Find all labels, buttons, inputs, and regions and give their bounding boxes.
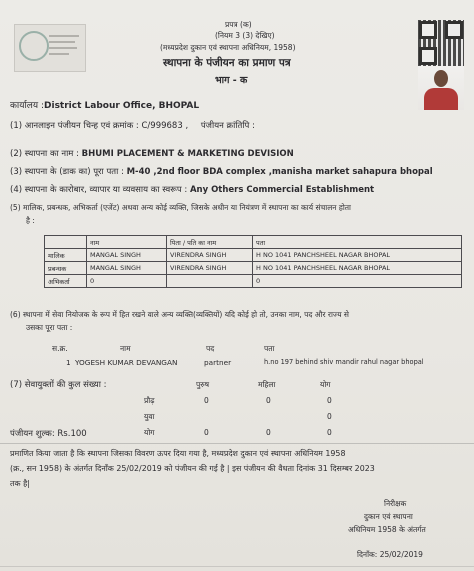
owners-role-cell: अभिकर्ता <box>45 275 87 288</box>
owners-address-cell: 0 <box>253 275 462 288</box>
registration-value: C/999683 <box>141 121 183 131</box>
owners-table-header <box>45 236 462 249</box>
section-owner-description-cont: है : <box>26 216 35 225</box>
employees-row-total: 0 <box>327 428 332 437</box>
certification-line-3: तक है| <box>10 479 30 488</box>
fee-label: पंजीयन शुल्क: <box>10 429 55 439</box>
employees-row-label: प्रौढ़ <box>144 396 155 405</box>
employees-row-label: योग <box>144 428 155 437</box>
persons-col-sno: स.क्र. <box>52 344 68 353</box>
act-reference: (मध्यप्रदेश दुकान एवं स्थापना अधिनियम, 1958) <box>160 43 296 52</box>
section-postal-address <box>10 166 433 177</box>
office-value: District Labour Office, BHOPAL <box>44 101 200 111</box>
section-establishment-name <box>10 148 294 159</box>
employees-col-total: योग <box>320 380 331 389</box>
signatory-dept: दुकान एवं स्थापना <box>364 512 413 521</box>
signature-date <box>357 550 423 560</box>
employees-col-female: महिला <box>258 380 276 389</box>
rule-reference: (नियम 3 (3) देखिए) <box>215 31 275 40</box>
establishment-name-value: BHUMI PLACEMENT & MARKETING DEVISION <box>81 149 294 159</box>
employees-row-male: 0 <box>204 428 209 437</box>
form-number: प्रपत्र (क) <box>225 20 252 29</box>
establishment-name-label: (2) स्थापना का नाम : <box>10 149 79 159</box>
employees-col-male: पुरुष <box>196 380 210 389</box>
section-registration-number <box>10 120 255 131</box>
signatory-act: अधिनियम 1958 के अंतर्गत <box>348 525 426 534</box>
section-owner-description: (5) मालिक, प्रबन्धक, अभिकर्ता (एजेंट) अथवा अन्य कोई व्यक्ति, जिसके अधीन या नियंत्रण में स्थापना का कार्य संचालन होता <box>10 203 352 212</box>
owners-name-cell: 0 <box>87 275 167 288</box>
persons-col-post: पद <box>206 344 215 353</box>
section-business-nature <box>10 184 374 195</box>
registration-status-label: पंजीयन क्रांतिपि : <box>200 121 255 131</box>
part-label: भाग - क <box>215 75 248 86</box>
signature-date-value: 25/02/2019 <box>379 550 423 559</box>
owners-address-cell: H NO 1041 PANCHSHEEL NAGAR BHOPAL <box>253 249 462 262</box>
signature-date-label: दिनाँक: <box>357 550 378 559</box>
table-row <box>45 262 462 275</box>
section-other-persons: (6) स्थापना में सेवा नियोजक के रूप में हित रखने वाले अन्य व्यक्ति(व्यक्तियों) यदि कोई हो तो, उनका नाम, पद और राज्य से <box>10 310 350 319</box>
bottom-divider <box>0 566 474 567</box>
persons-col-name: नाम <box>120 344 131 353</box>
persons-row-sno: 1 <box>66 358 71 367</box>
table-row <box>45 249 462 262</box>
owners-table <box>44 235 462 288</box>
divider <box>0 443 474 444</box>
owners-header-cell <box>45 236 87 249</box>
owners-name-cell: MANGAL SINGH <box>87 249 167 262</box>
persons-row-post: partner <box>204 358 232 367</box>
owners-father-cell: VIRENDRA SINGH <box>167 262 253 275</box>
owners-address-cell: H NO 1041 PANCHSHEEL NAGAR BHOPAL <box>253 262 462 275</box>
owners-header-cell: नाम <box>87 236 167 249</box>
section-other-persons-cont: उसका पूरा पता : <box>26 323 73 332</box>
signatory-title: निरीक्षक <box>384 499 407 508</box>
postal-address-label: (3) स्थापना के (डाक का) पूरा पता : <box>10 167 124 177</box>
registration-fee <box>10 428 87 439</box>
owners-father-cell: VIRENDRA SINGH <box>167 249 253 262</box>
employees-row-male: 0 <box>204 396 209 405</box>
fee-value: Rs.100 <box>57 429 87 439</box>
certification-line-1: प्रमाणित किया जाता है कि स्थापना जिसका विवरण ऊपर दिया गया है, मध्यप्रदेश दुकान एवं स्थापना अधिनियम 1958 <box>10 449 346 458</box>
employees-row-label: युवा <box>144 412 155 421</box>
employees-row-female: 0 <box>266 428 271 437</box>
owners-name-cell: MANGAL SINGH <box>87 262 167 275</box>
owner-photo <box>418 66 464 110</box>
registration-label: (1) आनलाइन पंजीयन चिन्ह एवं क्रमांक : <box>10 121 139 131</box>
section-employee-count: (7) सेवायुक्तों की कुल संख्या : <box>10 380 107 390</box>
office-row <box>10 98 199 111</box>
employees-row-total: 0 <box>327 412 332 421</box>
certification-line-2: (क्र., सन 1958) के अंतर्गत दिनाँक 25/02/2019 को पंजीयन की गई है | इस पंजीयन की वैधता दिनांक 31 दिसम्बर 2023 <box>10 464 375 473</box>
persons-row <box>66 358 177 367</box>
owners-role-cell: प्रबन्धक <box>45 262 87 275</box>
page-title: स्थापना के पंजीयन का प्रमाण पत्र <box>163 57 291 69</box>
persons-row-address: h.no 197 behind shiv mandir rahul nagar bhopal <box>264 358 424 366</box>
employees-row-total: 0 <box>327 396 332 405</box>
owners-role-cell: मालिक <box>45 249 87 262</box>
owners-header-cell: पता <box>253 236 462 249</box>
owners-father-cell <box>167 275 253 288</box>
qr-code-icon <box>418 20 464 66</box>
office-label: कार्यालय : <box>10 101 45 111</box>
registration-separator: , <box>185 121 189 131</box>
persons-col-address: पता <box>264 344 275 353</box>
postal-address-value: M-40 ,2nd floor BDA complex ,manisha market sahapura bhopal <box>126 167 433 177</box>
business-nature-value: Any Others Commercial Establishment <box>189 185 375 195</box>
owners-header-cell: पिता / पति का नाम <box>167 236 253 249</box>
persons-row-name: YOGESH KUMAR DEVANGAN <box>74 358 178 367</box>
department-logo-icon <box>14 24 86 72</box>
business-nature-label: (4) स्थापना के कारोबार, व्यापार या व्यवसाय का स्वरूप : <box>10 185 188 195</box>
employees-row-female: 0 <box>266 396 271 405</box>
table-row <box>45 275 462 288</box>
